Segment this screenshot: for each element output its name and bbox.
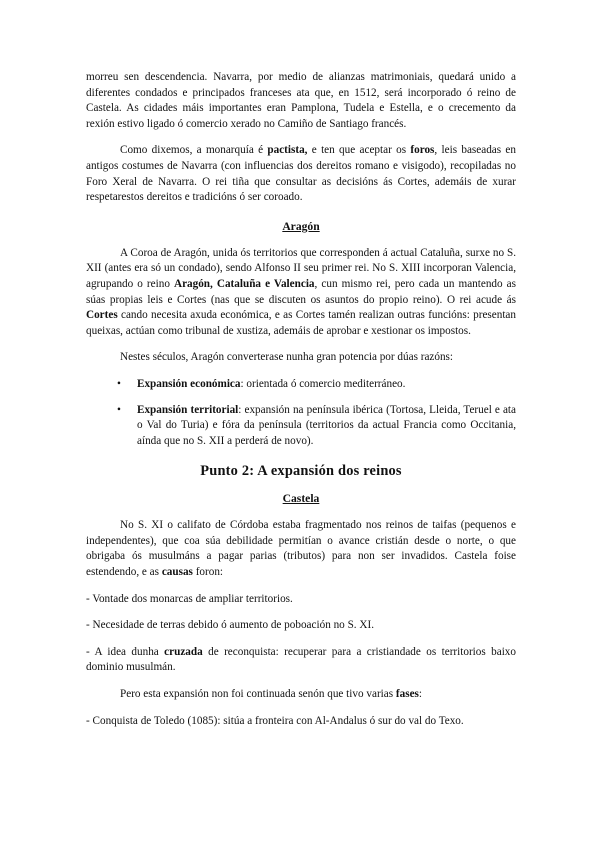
cause-item-terras: - Necesidade de terras debido ó aumento de poboación no S. XI. [86, 619, 374, 632]
bullet-list-razons [86, 377, 516, 449]
document-page [86, 70, 516, 729]
paragraph-navarra-foros: Como dixemos, a monarquía é pactista, e ten que aceptar os foros, leis baseadas en antigos costumes de Navarra (con influencias dos dereitos romano e visigodo), recopiladas no Foro Xeral de Navarra. O rei tiña que consultar as decisións ás Cortes, ademáis de xurar respetarestos dereitos e tradicións ó ser coroado. [86, 144, 516, 204]
list-item: • Expansión económica: orientada ó comercio mediterráneo. [86, 377, 516, 393]
paragraph-aragon-potencia: Nestes séculos, Aragón converterase nunha gran potencia por dúas razóns: [120, 351, 454, 364]
list-item: • Expansión territorial: expansión na península ibérica (Tortosa, Lleida, Teruel e ata o Val do Turia) e fóra da península (territorios da actual Francia como Occitania, aínda que no S. XII a perderá de novo). [117, 403, 516, 447]
paragraph-navarra-end: morreu sen descendencia. Navarra, por medio de alianzas matrimoniais, quedará unido a diferentes condados e principados franceses ata que, en 1512, será incorporado ó reino de Castela. As cidades máis importantes eran Pamplona, Tudela e Estella, e o crecemento da rexión estivo ligado ó comercio xerado no Camiño de Santiago francés. [86, 71, 516, 130]
cause-item-vontade: - Vontade dos monarcas de ampliar territorios. [86, 592, 293, 605]
bold-cortes: Cortes [86, 309, 118, 322]
bold-foros: foros [410, 144, 435, 157]
paragraph-castela-califato: No S. XI o califato de Córdoba estaba fragmentado nos reinos de taifas (pequenos e independentes), que coa súa debilidade permitían o avance cristián desde o norte, o que obrigaba ós musulmáns a pagar parias (tributos) para non ser invadidos. Castela foise estendendo, e as causas foron: [86, 519, 516, 579]
paragraph-aragon-coroa: A Coroa de Aragón, unida ós territorios que corresponden á actual Cataluña, surxe no S. XII (antes era só un condado), sendo Alfonso II seu primer rei. No S. XIII incorporan Valencia, agrupando o reino Aragón, Cataluña e Valencia, cun mismo rei, pero cada un mantendo as súas propias leis e Cortes (nas que se discuten os asuntos do propio reino). O rei acude ás Cortes cando necesita axuda económica, e as Cortes tamén realizan outras funcións: presentan queixas, actúan como tribunal de xustiza, ademáis de aprobar e xestionar os impostos. [86, 246, 517, 337]
bold-pactista: pactista, [267, 144, 308, 157]
paragraph-fases: Pero esta expansión non foi continuada senón que tivo varias fases: [120, 688, 423, 701]
bold-causas: causas [161, 566, 193, 579]
bold-fases: fases [395, 688, 419, 701]
bullet-icon: • [117, 403, 121, 416]
page-title-punto-2: Punto 2: A expansión dos reinos [200, 463, 402, 480]
cause-item-cruzada: - A idea dunha cruzada de reconquista: recuperar para a cristiandade os territorios baixo dominio musulmán. [86, 645, 516, 674]
bullet-icon: • [117, 377, 121, 390]
section-heading-castela: Castela [282, 492, 320, 506]
phase-item-toledo: - Conquista de Toledo (1085): sitúa a fronteira con Al-Andalus ó sur do val do Texo. [86, 714, 464, 727]
bold-cruzada: cruzada [164, 645, 203, 658]
section-heading-aragon: Aragón [282, 219, 320, 233]
bold-aragon-reinos: Aragón, Cataluña e Valencia [173, 277, 315, 290]
